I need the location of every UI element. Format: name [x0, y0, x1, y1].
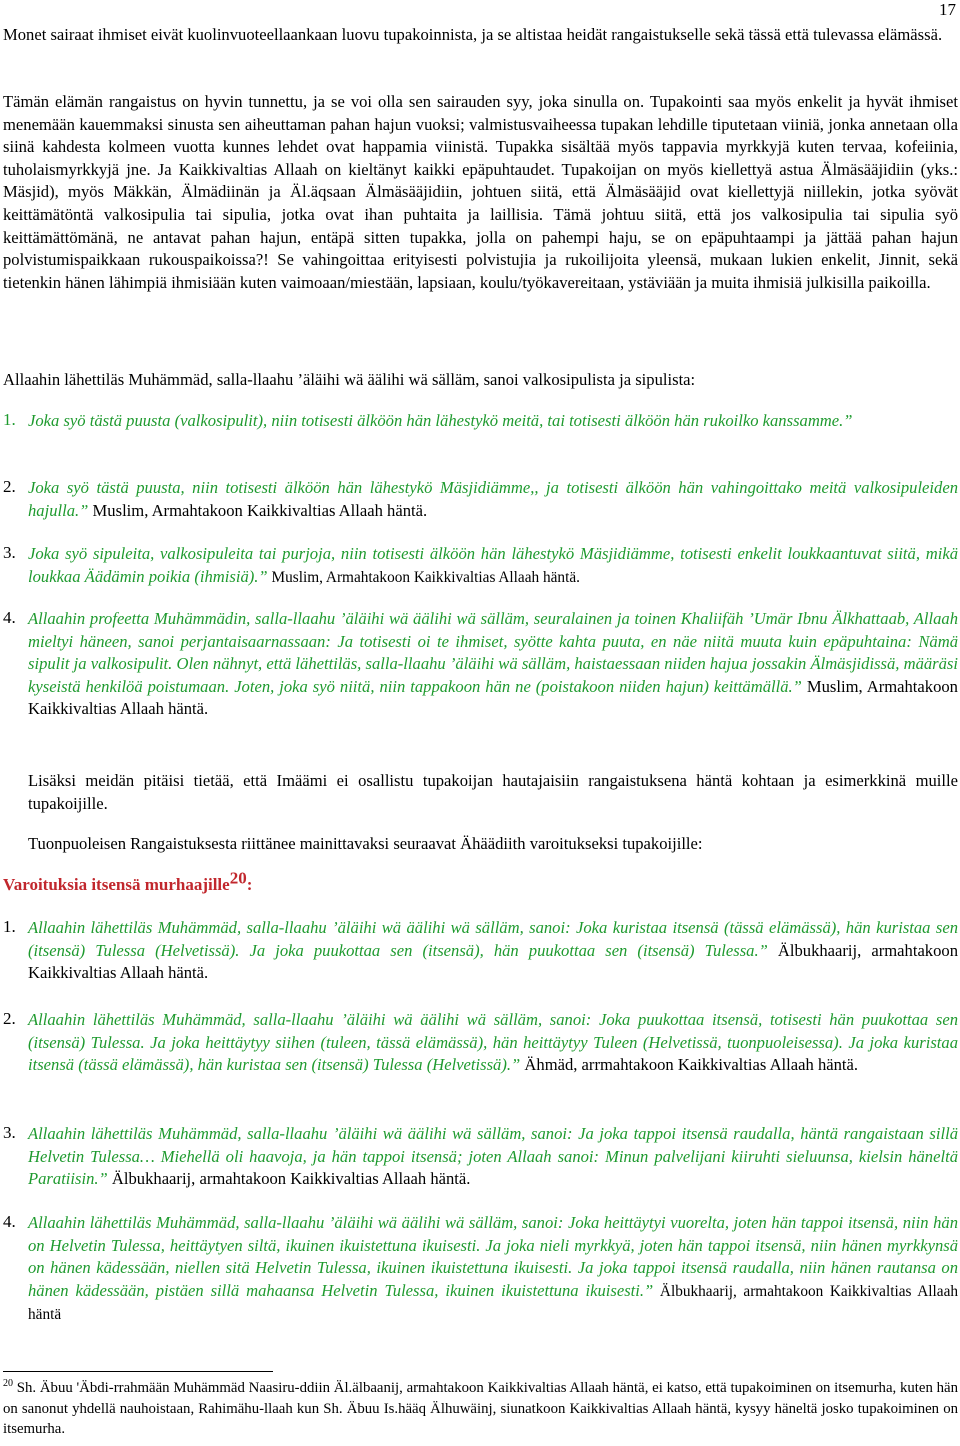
section-heading-colon: :	[246, 875, 253, 894]
item-number: 4.	[3, 1212, 16, 1231]
item-number: 1.	[3, 917, 16, 936]
item-number: 4.	[3, 608, 16, 627]
paragraph-imaami: Lisäksi meidän pitäisi tietää, että Imäämi ei osallistu tupakoijan hautajaisiin rangaistuksena häntä kohtaan ja esimerkkinä muille tupakoijille.	[28, 771, 958, 813]
intro-p2-c: Tupakka sisältää myös tappavia myrkkyjä kuten tervaa, kofeiinia, tuholaismyrkkyjä jne. Ja Kaikkivaltias Allaah on kieltänyt kaikki epäpuhtaudet. Tupakoijan on myös kiellettyä astua Älmäsääjidiin (yks.: Mäsjid), myös Mäkkän, Älmädiinän ja Äl.äqsaan Älmäsääjidiin, johtuen siitä, että Älmäsääjid ovat kiellettyjä niillekin, jotka syövät keittämätöntä valkosipulia tai sipulia, jotka ovat ihan puhtaita ja laillisia.	[3, 137, 958, 224]
hadith-quote: Allaahin profeetta Muhämmädin, salla-llaahu ’äläihi wä äälihi wä sälläm, seuralainen ja toinen Khaliifäh ’Umär Ibnu Älkhattaab, Allaah mieltyi häneen, sanoi perjantaisaarnassaan: Ja totisesti oi te ihmiset, syötte kahta puuta, en näe niitä muuta kuin epäpuhtaina: Nämä sipulit ja valkosipulit. Olen nähnyt, että lähettiläs, salla-llaahu ’äläihi wä sälläm, haistaessaan niiden hajua jossakin Älmäsjidissä, määräsi kyseistä henkilöä poistumaan. Joten, joka syö niitä, niin tappakoon hän ne (poistakoon niiden hajun) keittämällä.”	[28, 609, 958, 696]
hadith-quote: Joka syö tästä puusta (valkosipulit), niin totisesti älköön hän lähestykö meitä, tai totisesti älköön hän rukoilko kanssamme.”	[28, 411, 853, 430]
hadith-quote: Allaahin lähettiläs Muhämmäd, salla-llaahu ’äläihi wä äälihi wä sälläm, sanoi: Joka puukottaa itsensä, totisesti hän puukottaa sen (itsensä) Tulessa. Ja joka heittäytyy siihen (tuleen, tässä elämässä), hän heittäytyy Tuleen (Helvetissä, tuonpuoleisessa). Ja joka kuristaa itsensä (tässä elämässä), hän kuristaa sen (itsensä) Tulessa (Helvetissä).”	[28, 1010, 958, 1075]
hadith-item	[3, 1009, 958, 1077]
item-number: 1.	[3, 410, 16, 429]
hadith-source: Älbukhaarij, armahtakoon Kaikkivaltias Allaah häntä	[28, 1282, 959, 1324]
item-number: 2.	[3, 477, 16, 496]
hadith-source: Muslim, Armahtakoon Kaikkivaltias Allaah häntä.	[267, 568, 580, 586]
hadith-item	[3, 1212, 958, 1327]
hadith-quote: Allaahin lähettiläs Muhämmäd, salla-llaahu ’äläihi wä äälihi wä sälläm, sanoi: Joka heittäytyi vuorelta, joten hän tappoi itsensä, niin hän on Helvetin Tulessa, heittäytyen siltä, ikuinen ikuistettuna ikuisesti. Ja joka nieli myrkkyä, joten hän tappoi itsensä, niin hänen myrkkynsä on hänen kädessään, niellen sitä Helvetin Tulessa, ikuinen ikuistettuna ikuisesti. Ja joka tappoi itsensä raudalla, niin hänen rautansa on hänen kädessään, pistäen sillä mahaansa Helvetin Tulessa, ikuinen ikuistettuna ikuisesti.”	[28, 1213, 958, 1300]
hadith-item	[3, 543, 958, 589]
footnote	[3, 1378, 958, 1440]
hadith-quote: Joka syö sipuleita, valkosipuleita tai purjoja, niin totisesti älköön hän lähestykö Mäsjidiämme, totisesti enkelit loukkaantuvat siitä, mikä loukkaa Äädämin poikia (ihmisiä).”	[28, 544, 958, 586]
intro-paragraph-3: Allaahin lähettiläs Muhämmäd, salla-llaahu ’äläihi wä äälihi wä sälläm, sanoi valkosipulista ja sipulista:	[3, 370, 696, 389]
hadith-source: Älbukhaarij, armahtakoon Kaikkivaltias Allaah häntä.	[107, 1169, 471, 1189]
hadith-item	[3, 1123, 958, 1191]
hadith-source: Muslim, Armahtakoon Kaikkivaltias Allaah häntä.	[88, 500, 428, 520]
hadith-quote: Joka syö tästä puusta, niin totisesti älköön hän lähestykö Mäsjidiämme,, ja totisesti älköön hän vahingoittako meitä valkosipuleiden hajulla.”	[28, 478, 958, 520]
item-number: 2.	[3, 1009, 16, 1028]
intro-paragraph-2	[3, 91, 958, 294]
hadith-item	[3, 608, 958, 721]
hadith-source: Ähmäd, arrmahtakoon Kaikkivaltias Allaah häntä.	[520, 1055, 859, 1075]
hadith-quote: Allaahin lähettiläs Muhämmäd, salla-llaahu ’äläihi wä äälihi wä sälläm, sanoi: Joka kuristaa itsensä (tässä elämässä), hän kuristaa sen (itsensä) Tulessa (Helvetissä). Ja joka puukottaa sen (itsensä), hän puukottaa sen (itsensä) Tulessa.”	[28, 918, 958, 960]
page-number: 17	[939, 0, 956, 19]
section-heading	[3, 868, 958, 897]
item-number: 3.	[3, 543, 16, 562]
footnote-divider	[3, 1371, 273, 1372]
hadith-source: Muslim, Armahtakoon Kaikkivaltias Allaah häntä.	[28, 676, 958, 719]
hadith-quote: Allaahin lähettiläs Muhämmäd, salla-llaahu ’äläihi wä äälihi wä sälläm, sanoi: Ja joka tappoi itsensä raudalla, häntä rangaistaan sillä Helvetin Tulessa… Miehellä oli haavoja, ja hän tappoi itsensä; joten Allaah sanoi: Minun palvelijani kiiruhti sieluunsa, kielsin häneltä Paratiisin.”	[28, 1124, 958, 1189]
hadith-item	[3, 917, 958, 985]
intro-p2-d: Tämä johtuu siitä, että jos valkosipulia tai sipulia syö keittämättömänä, ne antavat pahan hajun, entäpä sitten tupakka, jolla on pahempi haju, se on epäpuhtaampi ja jättää pahan hajun polvistumispaikkaan rukouspaikoissa?! Se vahingoittaa erityisesti polvistujia ja rukoilijoita yleensä, mukaan lukien enkelit, Jinnit, sekä tietenkin hänen lähimpiä ihmisiään kuten vaimoaan/miestään, lapsiaan, koulu/työkavereitaan, ystäviään ja muita ihmisiä julkisilla paikoilla.	[3, 204, 958, 292]
item-number: 3.	[3, 1123, 16, 1142]
hadith-item	[3, 410, 958, 433]
hadith-source: Älbukhaarij, armahtakoon Kaikkivaltias Allaah häntä.	[28, 940, 958, 983]
intro-paragraph-1: Monet sairaat ihmiset eivät kuolinvuoteellaankaan luovu tupakoinnista, ja se altistaa heidät rangaistukselle sekä tässä että tulevassa elämässä.	[3, 25, 943, 44]
hadith-item	[3, 477, 958, 522]
footnote-text: Sh. Äbuu 'Äbdi-rrahmään Muhämmäd Naasiru-ddiin Äl.älbaanij, armahtakoon Kaikkivaltias Allaah häntä, ei katso, että tupakoiminen on itsemurha, kuten hän on sanonut yhdellä nauhoistaan, Rahimähu-llaah kun Sh. Äbuu Is.hääq Älhuwäinj, siunatkoon Kaikkivaltias Allaah häntä, kysyy häneltä josko tupakoiminen on itsemurha.	[3, 1380, 958, 1437]
paragraph-tuonpuoleisen: Tuonpuoleisen Rangaistuksesta riittänee mainittavaksi seuraavat Ähäädiith varoitukseksi tupakoijille:	[28, 834, 703, 853]
intro-p2-b: Tupakointi saa myös enkelit ja hyvät ihmiset menemään kauemmaksi sinusta sen aiheuttaman pahan hajun vuoksi; valmistusvaiheessa tupakan lehdille tiputetaan viiniä, jonka annetaan olla siinä kahdesta kolmeen vuotta kunnes lehdet ovat happamia viinistä.	[3, 92, 958, 157]
intro-p2-a: Tämän elämän rangaistus on hyvin tunnettu, ja se voi olla sen sairauden syy, joka sinulla on.	[3, 92, 645, 111]
footnote-reference[interactable]: 20	[229, 868, 247, 888]
footnote-marker: 20	[3, 1378, 13, 1390]
section-heading-text: Varoituksia itsensä murhaajille	[3, 875, 230, 894]
